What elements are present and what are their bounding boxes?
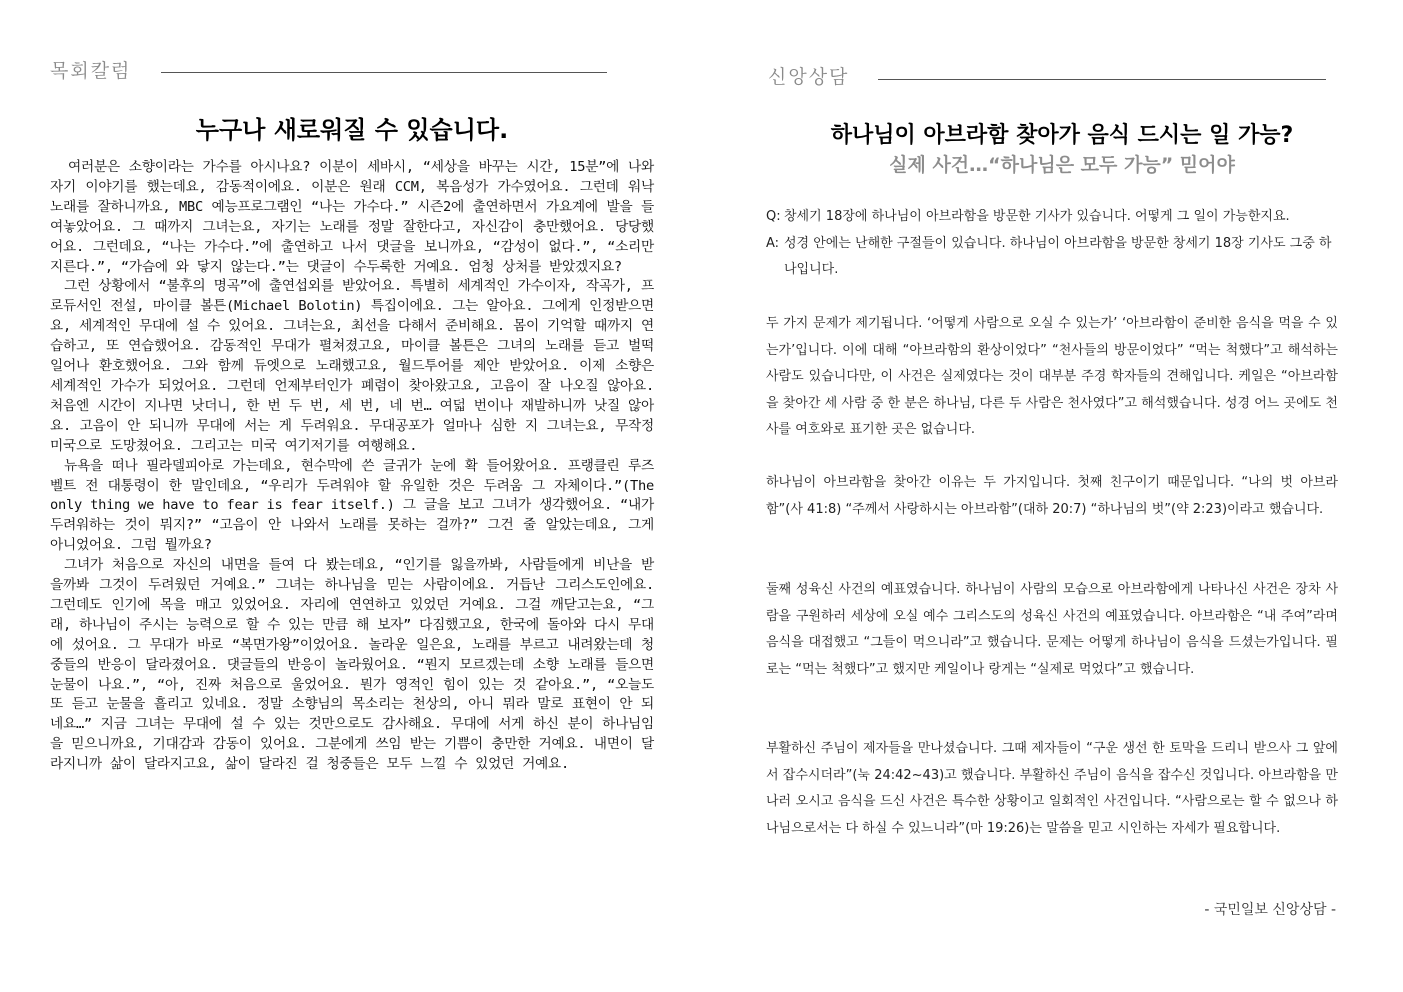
answer-row	[766, 231, 1338, 284]
column-paragraph: 뉴욕을 떠나 필라델피아로 가는데요, 현수막에 쓴 글귀가 눈에 확 들어왔어요. 프랭클린 루즈벨트 전 대통령이 한 말인데요, “우리가 두려워야 할 유일한 것은 두려움 그 자체이다.”(The only thing we have to fear is fear itself.) 그 글을 보고 그녀가 생각했어요. “내가 두려워하는 것이 뭐지?” “고음이 안 나와서 노래를 못하는 걸까?” 그건 줄 알았는데요, 그게 아니었어요. 그럼 뭘까요?	[50, 457, 654, 554]
column-body	[50, 158, 654, 775]
source-signature: - 국민일보 신앙상담 -	[1204, 902, 1336, 918]
answer-text: 성경 안에는 난해한 구절들이 있습니다. 하나님이 아브라함을 방문한 창세기 18장 기사도 그중 하나입니다.	[784, 235, 1332, 277]
column-paragraph: 그녀가 처음으로 자신의 내면을 들여 다 봤는데요, “인기를 잃을까봐, 사람들에게 비난을 받을까봐 그것이 두려웠던 거예요.” 그녀는 하나님을 믿는 사람이에요. 거듭난 그리스도인에요. 그런데도 인기에 목을 매고 있었어요. 자리에 연연하고 있었던 거예요. 그걸 깨닫고는요, “그래, 하나님이 주시는 능력으로 할 수 있는 만큼 해 보자” 다짐했고요, 한국에 돌아와 다시 무대에 섰어요. 그 무대가 바로 “복면가왕”이었어요. 놀라운 일은요, 노래를 부르고 내려왔는데 청중들의 반응이 달라졌어요. 댓글들의 반응이 놀라웠어요. “뭔지 모르겠는데 소향 노래를 들으면 눈물이 나요.”, “아, 진짜 처음으로 울었어요. 뭔가 영적인 힘이 있는 것 같아요.”, “오늘도 또 듣고 눈물을 흘리고 있네요. 정말 소향님의 목소리는 천상의, 아니 뭐라 말로 표현이 안 되네요…” 지금 그녀는 무대에 설 수 있는 것만으로도 감사해요. 무대에 서게 하신 분이 하나님임을 믿으니까요, 기대감과 감동이 있어요. 그분에게 쓰임 받는 기쁨이 충만한 거예요. 내면이 달라지니까 삶이 달라지고요, 삶이 달라진 걸 청중들은 모두 느낄 수 있었던 거예요.	[50, 557, 654, 773]
counsel-subtitle: 실제 사건…“하나님은 모두 가능” 믿어야	[889, 154, 1235, 176]
question-answer-block	[766, 204, 1338, 284]
question-text: 창세기 18장에 하나님이 아브라함을 방문한 기사가 있습니다. 어떻게 그 일이 가능한지요.	[784, 209, 1290, 224]
question-marker: Q:	[766, 209, 781, 224]
column-paragraph: 그런 상황에서 “불후의 명곡”에 출연섭외를 받았어요. 특별히 세계적인 가수이자, 작곡가, 프로듀서인 전설, 마이클 볼튼(Michael Bolotin) 특집이에요. 그는 알아요. 그에게 인정받으면요, 세계적인 무대에 설 수 있어요. 그녀는요, 최선을 다해서 준비해요. 몸이 기억할 때까지 연습하고, 또 연습했어요. 감동적인 무대가 펼쳐졌고요, 마이클 볼튼은 그녀의 노래를 듣고 벌떡 일어나 환호했어요. 그와 함께 듀엣으로 노래했고요, 월드투어를 제안 받았어요. 이제 소향은 세계적인 가수가 되었어요. 그런데 언제부터인가 폐렴이 찾아왔고요, 고음이 잘 나오질 않아요. 처음엔 시간이 지나면 낫더니, 한 번 두 번, 세 번, 네 번… 여덟 번이나 재발하니까 낫질 않아요. 고음이 안 되니까 무대에 서는 게 두려워요. 무대공포가 얼마나 심한 지 그녀는요, 무작정 미국으로 도망쳤어요. 그리고는 미국 여기저기를 여행해요.	[50, 278, 654, 454]
counsel-paragraph: 두 가지 문제가 제기됩니다. ‘어떻게 사람으로 오실 수 있는가’ ‘아브라함이 준비한 음식을 먹을 수 있는가’입니다. 이에 대해 “아브라함의 환상이었다” “천사들의 방문이었다” “먹는 척했다”고 해석하는 사람도 있습니다만, 이 사건은 실제였다는 것이 대부분 주경 학자들의 견해입니다. 케일은 “아브라함을 찾아간 세 사람 중 한 분은 하나님, 다른 두 사람은 천사였다”고 해석했습니다. 성경 어느 곳에도 천사를 여호와로 표기한 곳은 없습니다.	[766, 316, 1338, 437]
right-page	[702, 0, 1403, 992]
counsel-paragraph: 부활하신 주님이 제자들을 만나셨습니다. 그때 제자들이 “구운 생선 한 토막을 드리니 받으사 그 앞에서 잡수시더라”(눅 24:42~43)고 했습니다. 부활하신 주님이 음식을 잡수신 것입니다. 아브라함을 만나러 오시고 음식을 드신 사건은 특수한 상황이고 일회적인 사건입니다. “사람으로는 할 수 없으나 하나님으로서는 다 하실 수 있느니라”(마 19:26)는 말씀을 믿고 시인하는 자세가 필요합니다.	[766, 741, 1338, 836]
section-label-faith-counsel: 신앙상담	[768, 66, 850, 88]
counsel-paragraph: 둘째 성육신 사건의 예표였습니다. 하나님이 사람의 모습으로 아브라함에게 나타나신 사건은 장차 사람을 구원하러 세상에 오실 예수 그리스도의 성육신 사건의 예표였습니다. 아브라함은 “내 주여”라며 음식을 대접했고 “그들이 먹으니라”고 했습니다. 문제는 어떻게 하나님이 음식을 드셨는가입니다. 필로는 “먹는 척했다”고 했지만 케일이나 랑게는 “실제로 먹었다”고 했습니다.	[766, 582, 1338, 677]
counsel-paragraph: 하나님이 아브라함을 찾아간 이유는 두 가지입니다. 첫째 친구이기 때문입니다. “나의 벗 아브라함”(사 41:8) “주께서 사랑하시는 아브라함”(대하 20:7) “하나님의 벗”(약 2:23)이라고 했습니다.	[766, 475, 1338, 517]
column-paragraph: 여러분은 소향이라는 가수를 아시나요? 이분이 세바시, “세상을 바꾸는 시간, 15분”에 나와 자기 이야기를 했는데요, 감동적이에요. 이분은 원래 CCM, 복음성가 가수였어요. 그런데 워낙 노래를 잘하니까요, MBC 예능프로그램인 “나는 가수다.” 시즌2에 출연하면서 가요계에 발을 들여놓았어요. 그 때까지 그녀는요, 자기는 노래를 정말 잘한다고, 자신감이 충만했어요. 당당했어요. 그런데요, “나는 가수다.”에 출연하고 나서 댓글을 보니까요, “감성이 없다.”, “소리만 지른다.”, “가슴에 와 닿지 않는다.”는 댓글이 수두룩한 거예요. 엄청 상처를 받았겠지요?	[50, 159, 654, 275]
answer-marker: A:	[766, 235, 780, 251]
question-row	[766, 204, 1338, 231]
column-title: 누구나 새로워질 수 있습니다.	[195, 116, 509, 144]
section-divider	[878, 79, 1326, 80]
section-label-pastoral-column: 목회칼럼	[50, 60, 132, 82]
counsel-title: 하나님이 아브라함 찾아가 음식 드시는 일 가능?	[830, 123, 1294, 148]
section-divider	[161, 72, 607, 73]
